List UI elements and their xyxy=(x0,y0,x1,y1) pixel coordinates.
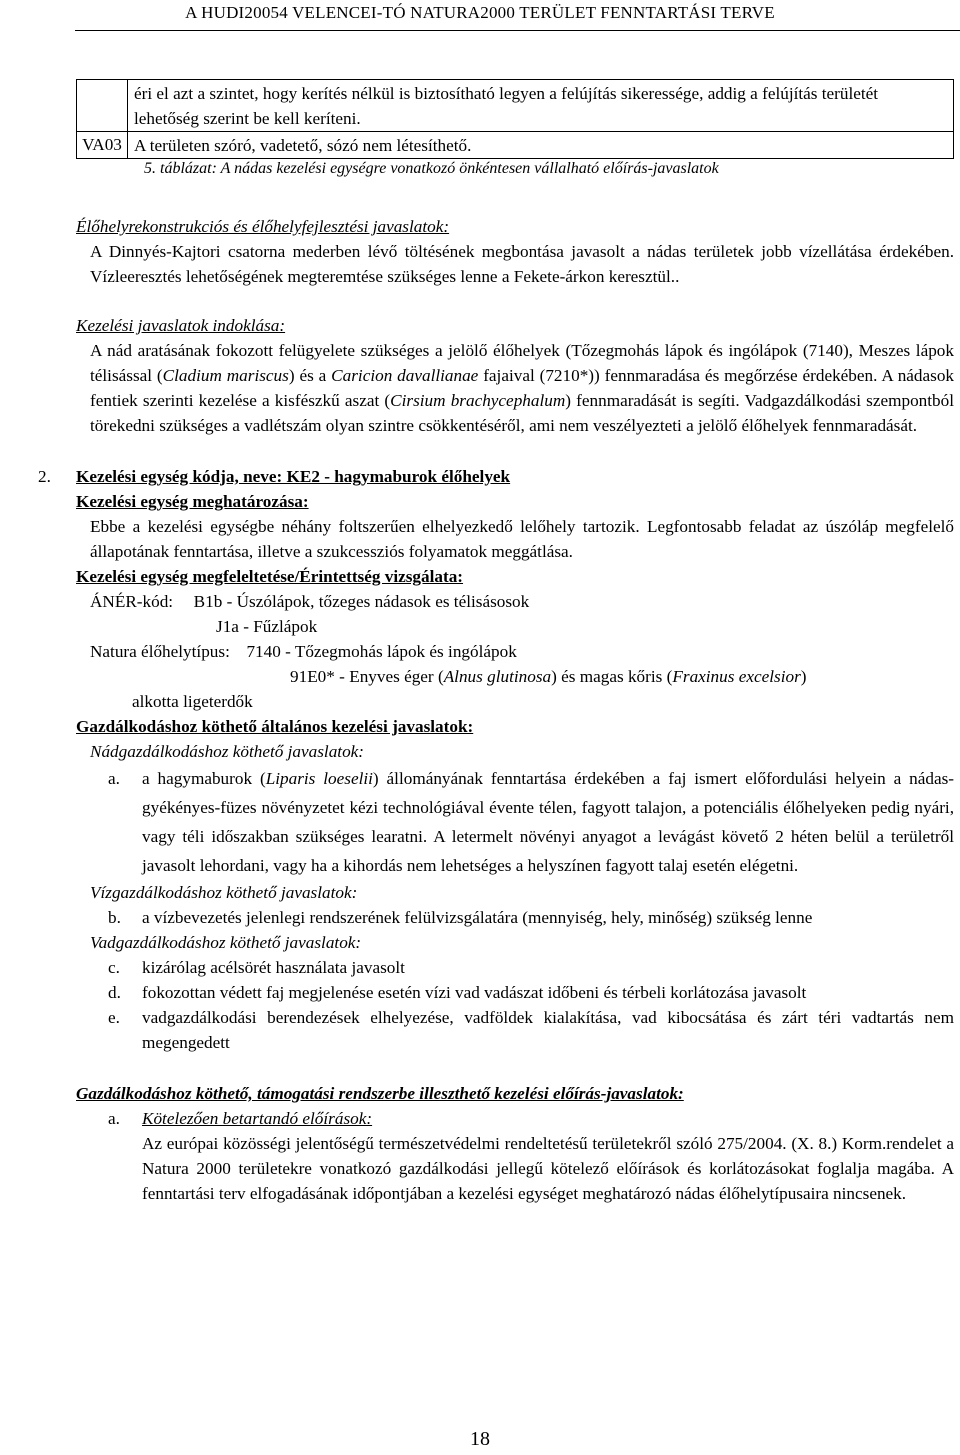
aner-code-1: B1b - Úszólápok, tőzeges nádasok es télisásosok xyxy=(193,592,530,611)
natura-label: Natura élőhelytípus: xyxy=(90,642,230,661)
unit-definition-text: Ebbe a kezelési egységbe néhány foltszerűen elhelyezkedő lelőhely tartozik. Legfontosabb feladat az úszóláp megfelelő állapotának fenntartása, illetve a szukcessziós folyamatok meggátlása. xyxy=(90,517,954,561)
table-row xyxy=(77,80,954,132)
natura-type-1: 7140 - Tőzegmohás lápok és ingólápok xyxy=(246,642,517,661)
mandatory-rules-text: Az európai közösségi jelentőségű természetvédelmi rendeltetésű területekről szóló 275/2004. (X. 8.) Korm.rendelet a Natura 2000 területekre vonatkozó gazdálkodási jellegű kötelező előírások és korlátozásokat foglalja magába. A fenntartási terv elfogadásának időpontjában a kezelési egységet meghatározó nádas élőhelytípusaira nincsenek. xyxy=(142,1134,954,1203)
aner-code-2: J1a - Fűzlápok xyxy=(216,617,318,636)
running-header: A HUDI20054 VELENCEI-TÓ NATURA2000 TERÜLET FENNTARTÁSI TERVE xyxy=(185,3,775,22)
aner-label: ÁNÉR-kód: xyxy=(90,592,174,611)
list-item: b. a vízbevezetés jelenlegi rendszerének felülvizsgálatára (mennyiség, hely, minőség) szükség lenne xyxy=(108,908,813,927)
unit-definition-heading: Kezelési egység meghatározása: xyxy=(76,492,309,511)
reed-heading: Nádgazdálkodáshoz köthető javaslatok: xyxy=(90,742,365,761)
measure-code xyxy=(77,80,128,132)
natura-type-2: 91E0* - Enyves éger (Alnus glutinosa) és magas kőris (Fraxinus excelsior) xyxy=(290,667,807,686)
list-item: c. kizárólag acélsörét használata javasolt xyxy=(108,958,405,977)
natura-type-2-continued: alkotta ligeterdők xyxy=(132,692,253,711)
mandatory-rules-heading: Kötelezően betartandó előírások: xyxy=(142,1109,373,1128)
table-row xyxy=(77,132,954,159)
measure-code: VA03 xyxy=(77,132,128,159)
measures-table xyxy=(76,79,954,159)
habitat-reconstruction-text: A Dinnyés-Kajtori csatorna mederben lévő töltésének megbontása javasolt a nádas területek jobb vízellátása érdekében. Vízleeresztés lehetőségének megteremtése szükséges lenne a Fekete-árkon keresztül.. xyxy=(90,242,954,286)
list-item: a. Kötelezően betartandó előírások: xyxy=(90,1106,954,1131)
list-item: d. fokozottan védett faj megjelenése esetén vízi vad vadászat időbeni és térbeli korlátozása javasolt xyxy=(108,983,807,1002)
header-rule xyxy=(75,30,960,31)
page-number: 18 xyxy=(470,1428,490,1450)
natura-row xyxy=(90,639,954,664)
measure-text: A területen szóró, vadetető, sózó nem létesíthető. xyxy=(128,132,954,159)
unit-title-row xyxy=(38,464,954,489)
justification-text: A nád aratásának fokozott felügyelete szükséges a jelölő élőhelyek (Tőzegmohás lápok és ingólápok (7140), Meszes lápok télisással (Cladium mariscus) és a Caricion davallianae fajaival (7210*)) fennmaradása és megőrzése érdekében. A nádasok fentiek szerinti kezelése a kisfészkű aszat (Cirsium brachycephalum) fennmaradását is segíti. Vadgazdálkodási szempontból törekedni szükséges a vadlétszám olyan szintre csökkentéséről, ami nem veszélyezteti a jelölő élőhelyek fennmaradását. xyxy=(90,341,955,435)
support-heading: Gazdálkodáshoz köthető, támogatási rendszerbe illeszthető kezelési előírás-javaslatok: xyxy=(76,1084,684,1103)
aner-row xyxy=(90,589,954,614)
table-caption: 5. táblázat: A nádas kezelési egységre vonatkozó önkéntesen vállalható előírás-javaslatok xyxy=(144,160,719,177)
list-item: a. a hagymaburok (Liparis loeselii) állományának fenntartása érdekében a faj ismert előfordulási helyein a nádas-gyékényes-füzes növényzetet kézi technológiával évente télen, fagyott talajon, a potenciális élőhelyeken pedig nyári, vagy téli időszakban szükséges learatni. A letermelt növényi anyagot a levágást követő 2 héten belül a területről javasolt lehordani, vagy ha a kihordás nem lehetséges a helyszínen fagyott talaj esetén elégetni. xyxy=(108,769,955,875)
unit-title: Kezelési egység kódja, neve: KE2 - hagymaburok élőhelyek xyxy=(76,467,511,486)
unit-number: 2. xyxy=(38,467,51,486)
measure-text: éri el azt a szintet, hogy kerítés nélkül is biztosítható legyen a felújítás sikeressége, addig a felújítás területét lehetőség szerint be kell keríteni. xyxy=(128,80,954,132)
list-item: e. vadgazdálkodási berendezések elhelyezése, vadföldek kialakítása, vad kibocsátása és zárt téri vadtartás nem megengedett xyxy=(108,1008,954,1052)
water-heading: Vízgazdálkodáshoz köthető javaslatok: xyxy=(90,883,358,902)
justification-heading: Kezelési javaslatok indoklása: xyxy=(76,316,286,335)
habitat-reconstruction-heading: Élőhelyrekonstrukciós és élőhelyfejlesztési javaslatok: xyxy=(76,217,450,236)
unit-match-heading: Kezelési egység megfeleltetése/Érintettség vizsgálata: xyxy=(76,567,464,586)
general-heading: Gazdálkodáshoz köthető általános kezelési javaslatok: xyxy=(76,717,474,736)
document-body xyxy=(38,214,955,1206)
game-heading: Vadgazdálkodáshoz köthető javaslatok: xyxy=(90,933,362,952)
